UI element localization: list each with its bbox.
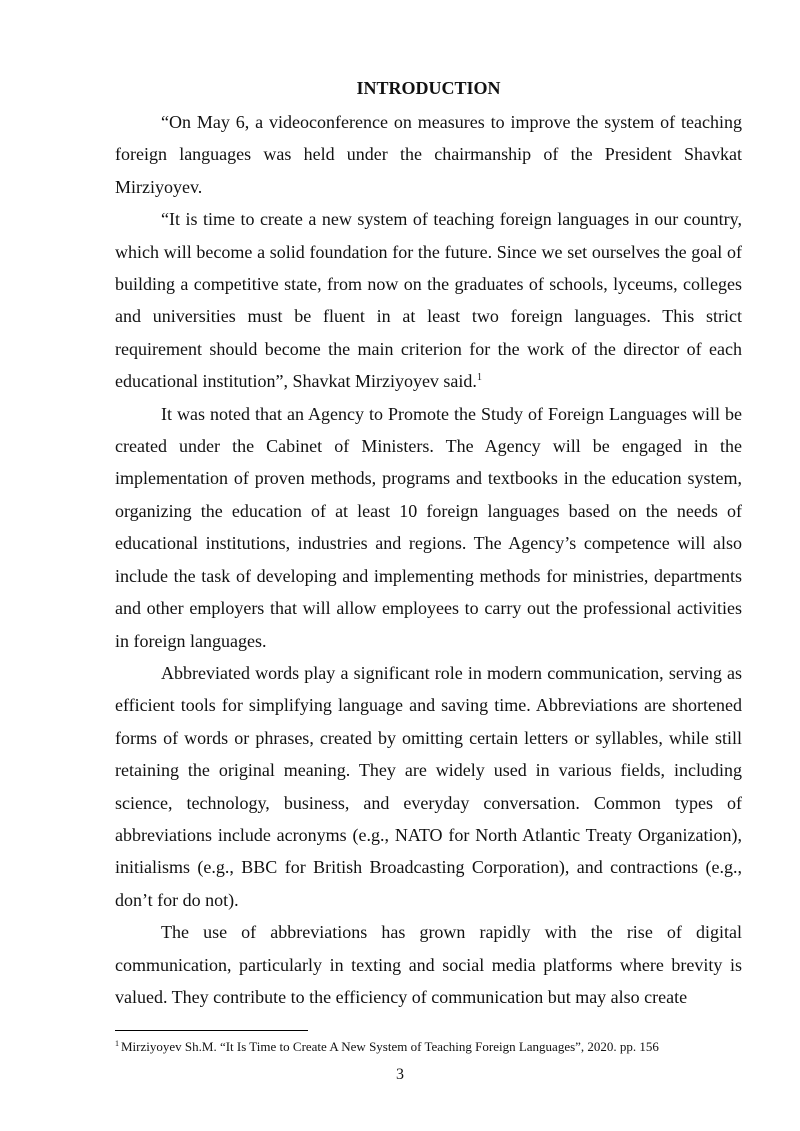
- footnote-marker: 1: [115, 1039, 119, 1048]
- paragraph-4: [115, 657, 742, 916]
- section-title: INTRODUCTION: [356, 78, 501, 98]
- paragraph-3-text: It was noted that an Agency to Promote the Study of Foreign Languages will be created under the Cabinet of Ministers. The Agency will be engaged in the implementation of proven methods, programs and textbooks in the education system, organizing the education of at least 10 foreign languages based on the needs of educational institutions, industries and regions. The Agency’s competence will also include the task of developing and implementing methods for ministries, departments and other employers that will allow employees to carry out the professional activities in foreign languages.: [115, 403, 742, 651]
- page-body: [115, 72, 742, 1013]
- footnote-text: Mirziyoyev Sh.M. “It Is Time to Create A New System of Teaching Foreign Languages”, 2020. pp. 156: [121, 1039, 659, 1054]
- footnote-separator: [115, 1030, 308, 1031]
- paragraph-5: [115, 916, 742, 1013]
- paragraph-4-text: Abbreviated words play a significant role in modern communication, serving as efficient tools for simplifying language and saving time. Abbreviations are shortened forms of words or phrases, created by omitting certain letters or syllables, while still retaining the original meaning. They are widely used in various fields, including science, technology, business, and everyday conversation. Common types of abbreviations include acronyms (e.g., NATO for North Atlantic Treaty Organization), initialisms (e.g., BBC for British Broadcasting Corporation), and contractions (e.g., don’t for do not).: [115, 662, 742, 910]
- footnote: [115, 1038, 742, 1056]
- paragraph-2-text: “It is time to create a new system of teaching foreign languages in our country, which will become a solid foundation for the future. Since we set ourselves the goal of building a competitive state, from now on the graduates of schools, lyceums, colleges and universities must be fluent in at least two foreign languages. This strict requirement should become the main criterion for the work of the director of each educational institution”, Shavkat Mirziyoyev said.: [115, 209, 742, 392]
- paragraph-3: [115, 398, 742, 657]
- paragraph-2: [115, 203, 742, 397]
- paragraph-5-text: The use of abbreviations has grown rapidly with the rise of digital communication, particularly in texting and social media platforms where brevity is valued. They contribute to the efficiency of communication but may also create: [115, 922, 742, 1007]
- footnote-reference[interactable]: 1: [476, 372, 482, 384]
- paragraph-1-text: “On May 6, a videoconference on measures to improve the system of teaching foreign languages was held under the chairmanship of the President Shavkat Mirziyoyev.: [115, 112, 742, 197]
- page-number: 3: [396, 1066, 404, 1083]
- paragraph-1: [115, 106, 742, 203]
